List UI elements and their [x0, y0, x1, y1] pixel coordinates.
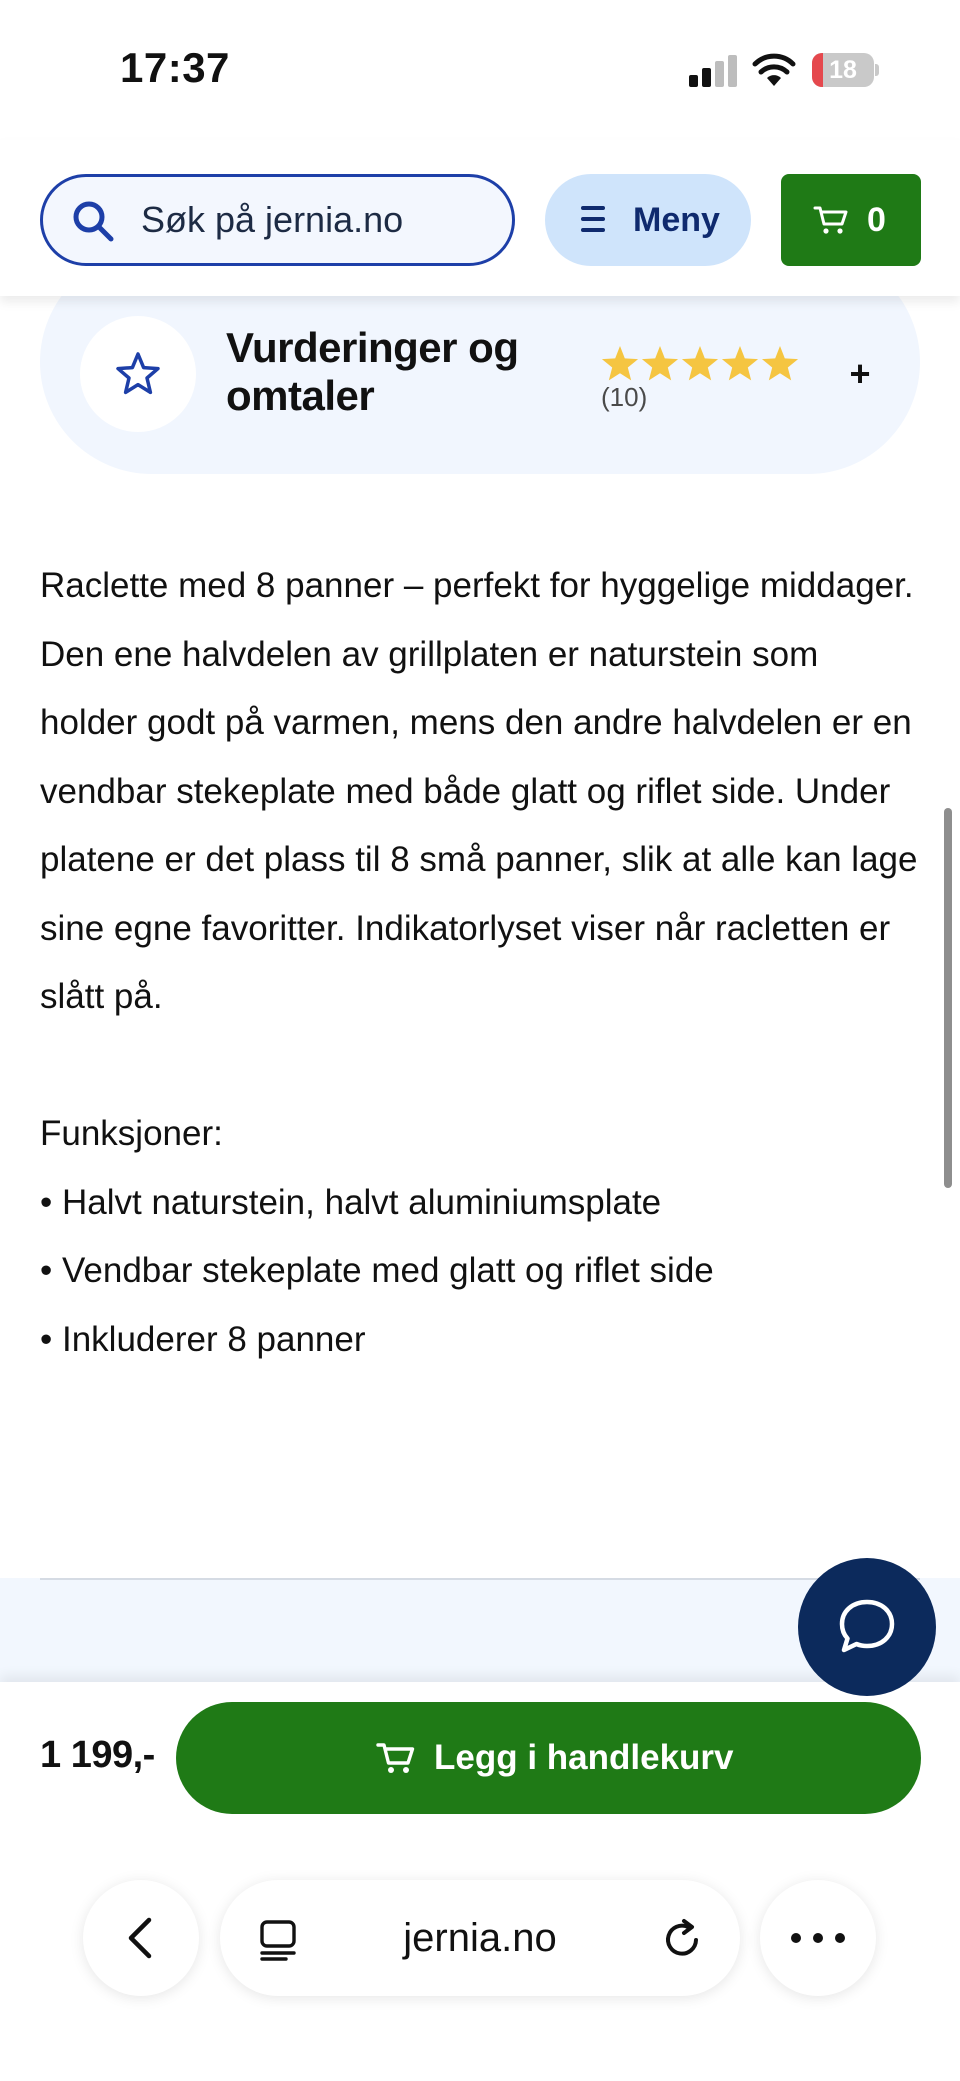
- rating-star-icon: [682, 346, 718, 380]
- more-options-button[interactable]: [760, 1880, 876, 1996]
- back-arrow-icon: [123, 1916, 157, 1960]
- site-header: [0, 140, 960, 296]
- features-heading: Funksjoner:: [40, 1114, 223, 1153]
- rating-star-icon: [722, 346, 758, 380]
- expand-plus-icon[interactable]: +: [849, 353, 871, 394]
- rating-stars: [600, 344, 800, 384]
- url-text: jernia.no: [403, 1916, 557, 1960]
- back-button[interactable]: [83, 1880, 199, 1996]
- product-description: [40, 552, 920, 1374]
- wifi-icon: [752, 52, 796, 88]
- browser-toolbar: [0, 1860, 960, 2081]
- search-icon: [71, 199, 115, 243]
- rating-star-icon: [642, 346, 678, 380]
- review-count: (10): [601, 382, 648, 412]
- cellular-signal-icon: [689, 55, 739, 87]
- scrollbar[interactable]: [944, 808, 952, 1188]
- reload-icon[interactable]: [662, 1918, 704, 1960]
- cart-button[interactable]: [781, 174, 921, 266]
- chat-button[interactable]: [798, 1558, 936, 1696]
- menu-button[interactable]: [545, 174, 751, 266]
- ratings-icon-circle: [80, 316, 196, 432]
- cart-icon: [813, 204, 849, 236]
- feature-item: • Vendbar stekeplate med glatt og riflet side: [40, 1251, 714, 1290]
- rating-star-icon: [602, 346, 638, 380]
- battery-icon: [812, 53, 878, 87]
- address-bar[interactable]: [220, 1880, 740, 1996]
- cart-icon: [376, 1740, 416, 1776]
- hamburger-menu-icon: [579, 202, 609, 236]
- cart-count: 0: [867, 201, 886, 239]
- battery-body: [812, 53, 874, 87]
- features-list: [40, 1169, 920, 1375]
- rating-star-icon: [762, 346, 798, 380]
- feature-item: • Halvt naturstein, halvt aluminiumsplate: [40, 1182, 662, 1222]
- star-outline-icon: [114, 350, 162, 398]
- battery-tip: [875, 64, 879, 76]
- search-placeholder: Søk på jernia.no: [141, 199, 404, 240]
- section-divider: [40, 1578, 920, 1580]
- more-dots-icon: [790, 1932, 846, 1944]
- description-paragraph: Raclette med 8 panner – perfekt for hyggelige middager. Den ene halvdelen av grillplaten er naturstein som holder godt på varmen, mens den andre halvdelen er en vendbar stekeplate med både glatt og riflet side. Under platene er det plass til 8 små panner, slik at alle kan lage sine egne favoritter. Indikatorlyset viser når racletten er slått på.: [40, 566, 918, 1016]
- ratings-title: Vurderinger og omtaler: [226, 324, 519, 419]
- status-bar: [0, 0, 960, 140]
- product-price: 1 199,-: [40, 1734, 155, 1776]
- chat-bubble-icon: [832, 1592, 902, 1662]
- battery-level: 18: [829, 56, 857, 84]
- add-to-cart-button[interactable]: [176, 1702, 921, 1814]
- feature-item: • Inkluderer 8 panner: [40, 1319, 366, 1359]
- status-time: 17:37: [120, 44, 230, 91]
- search-input[interactable]: [40, 174, 515, 266]
- add-to-cart-label: Legg i handlekurv: [434, 1738, 734, 1777]
- menu-label: Meny: [633, 201, 720, 239]
